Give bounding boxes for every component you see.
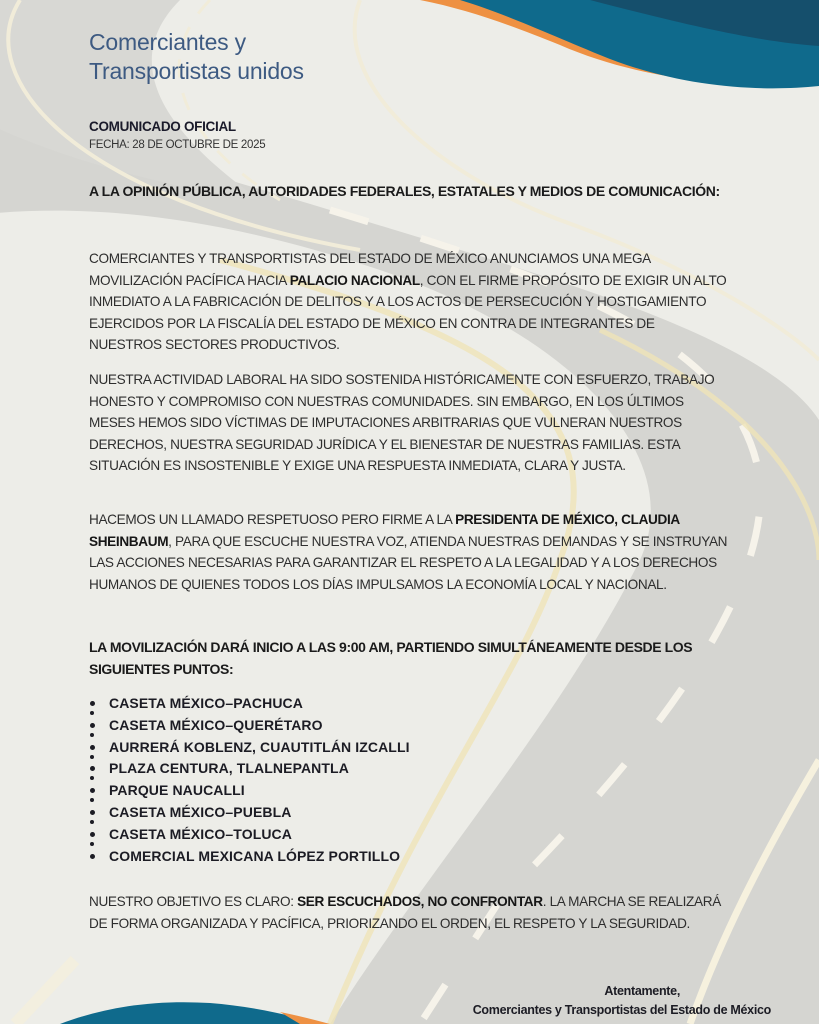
- addressee-heading: A LA OPINIÓN PÚBLICA, AUTORIDADES FEDERALES, ESTATALES Y MEDIOS DE COMUNICACIÓN:: [89, 183, 720, 199]
- bullet-icon: [90, 788, 95, 793]
- bullet-icon: [90, 701, 95, 706]
- bullet-icon: [90, 810, 95, 815]
- document-type: COMUNICADO OFICIAL: [89, 119, 236, 134]
- list-item-label: CASETA MÉXICO–PACHUCA: [109, 695, 303, 711]
- list-item-label: COMERCIAL MEXICANA LÓPEZ PORTILLO: [109, 847, 401, 864]
- list-item: [89, 758, 410, 780]
- list-item-label: AURRERÁ KOBLENZ, CUAUTITLÁN IZCALLI: [109, 738, 410, 755]
- p4-bold-text: SER ESCUCHADOS, NO CONFRONTAR: [297, 894, 543, 909]
- paragraph-4: [89, 891, 729, 934]
- document-date: FECHA: 28 DE OCTUBRE DE 2025: [89, 139, 266, 151]
- list-item-label: PLAZA CENTURA, TLALNEPANTLA: [109, 760, 349, 777]
- mobilization-heading: LA MOVILIZACIÓN DARÁ INICIO A LAS 9:00 AM, PARTIENDO SIMULTÁNEAMENTE DESDE LOS SIGUIENTES PUNTOS:: [89, 639, 693, 677]
- signature-closing: Atentamente,: [604, 984, 680, 998]
- bullet-icon: [90, 766, 95, 771]
- signature-signatory: Comerciantes y Transportistas del Estado de México: [472, 1003, 771, 1017]
- bullet-icon: [90, 854, 95, 859]
- paragraph-1: [89, 248, 729, 356]
- paragraph-2: NUESTRA ACTIVIDAD LABORAL HA SIDO SOSTENIDA HISTÓRICAMENTE CON ESFUERZO, TRABAJO HONESTO Y COMPROMISO CON NUESTRAS COMUNIDADES. SIN EMBARGO, EN LOS ÚLTIMOS MESES HEMOS SIDO VÍCTIMAS DE IMPUTACIONES ARBITRARIAS QUE VULNERAN NUESTROS DERECHOS, NUESTRA SEGURIDAD JURÍDICA Y EL BIENESTAR DE NUESTRAS FAMILIAS. ESTA SITUACIÓN ES INSOSTENIBLE Y EXIGE UNA RESPUESTA INMEDIATA, CLARA Y JUSTA.: [89, 372, 715, 474]
- list-item-label: CASETA MÉXICO–TOLUCA: [109, 825, 292, 842]
- bullet-icon: [90, 745, 95, 750]
- starting-points-list: [89, 693, 410, 867]
- p1-text: COMERCIANTES Y TRANSPORTISTAS DEL ESTADO DE MÉXICO ANUNCIAMOS UNA MEGA MOVILIZACIÓN PACÍFICA HACIA: [89, 251, 651, 288]
- list-item: [89, 737, 410, 759]
- p4-text: NUESTRO OBJETIVO ES CLARO:: [89, 894, 298, 909]
- organization-title: [89, 28, 304, 86]
- p3-text: HACEMOS UN LLAMADO RESPETUOSO PERO FIRME A LA: [89, 512, 456, 527]
- list-item: [89, 693, 410, 715]
- bullet-icon: [90, 723, 95, 728]
- org-title-line-1: Comerciantes y: [89, 29, 246, 55]
- p4-text-end: . LA MARCHA SE REALIZARÁ DE FORMA ORGANIZADA Y PACÍFICA, PRIORIZANDO EL ORDEN, EL RESPETO Y LA SEGURIDAD.: [89, 894, 721, 931]
- p1-text-end: , CON EL FIRME PROPÓSITO DE EXIGIR UN ALTO INMEDIATO A LA FABRICACIÓN DE DELITOS Y A LOS ACTOS DE PERSECUCIÓN Y HOSTIGAMIENTO EJERCIDOS POR LA FISCALÍA DEL ESTADO DE MÉXICO EN CONTRA DE INTEGRANTES DE NUESTROS SECTORES PRODUCTIVOS.: [89, 272, 727, 353]
- list-item: [89, 802, 410, 824]
- p3-bold-text: PRESIDENTA DE MÉXICO, CLAUDIA SHEINBAUM: [89, 512, 680, 549]
- list-item-label: CASETA MÉXICO–PUEBLA: [109, 803, 292, 820]
- p3-text-end: , PARA QUE ESCUCHE NUESTRA VOZ, ATIENDA NUESTRAS DEMANDAS Y SE INSTRUYAN LAS ACCIONES NECESARIAS PARA GARANTIZAR EL RESPETO A LA LEGALIDAD Y A LOS DERECHOS HUMANOS DE QUIENES TODOS LOS DÍAS IMPULSAMOS LA ECONOMÍA LOCAL Y NACIONAL.: [89, 533, 728, 592]
- list-item-label: PARQUE NAUCALLI: [109, 782, 245, 799]
- list-item: [89, 780, 410, 802]
- list-item: [89, 846, 410, 868]
- p1-bold-text: PALACIO NACIONAL: [289, 272, 420, 288]
- list-item: [89, 824, 410, 846]
- paragraph-3: [89, 509, 729, 595]
- list-item: [89, 715, 410, 737]
- org-title-line-2: Transportistas unidos: [89, 58, 304, 84]
- list-item-label: CASETA MÉXICO–QUERÉTARO: [109, 716, 323, 733]
- bullet-icon: [90, 832, 95, 837]
